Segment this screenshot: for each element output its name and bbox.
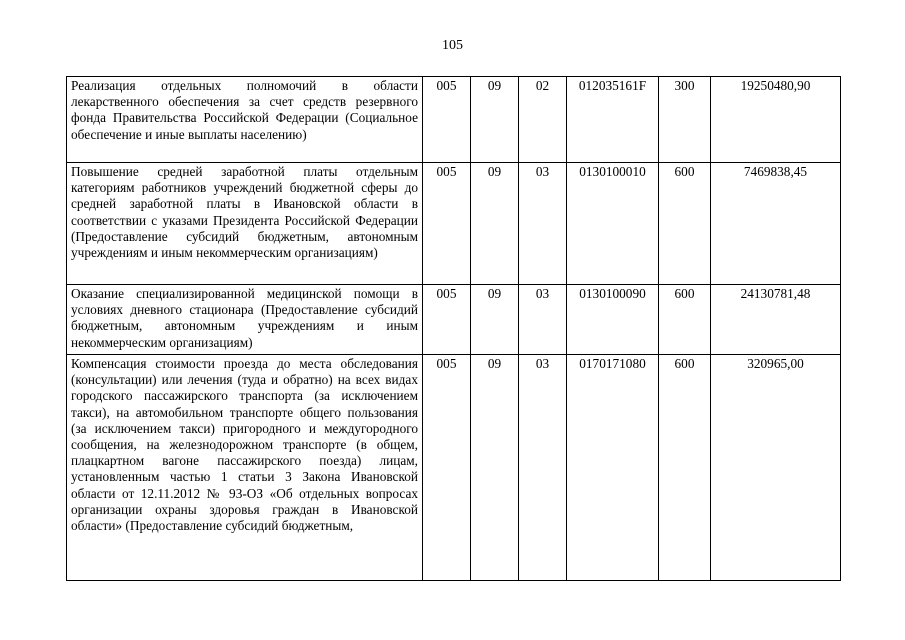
section-code: 09 — [471, 355, 519, 581]
amount: 320965,00 — [711, 355, 841, 581]
table-row — [67, 77, 841, 163]
budget-table — [66, 76, 841, 581]
subsection-code: 03 — [519, 285, 567, 355]
expense-type-code: 600 — [659, 163, 711, 285]
target-article-code: 0170171080 — [567, 355, 659, 581]
ministry-code: 005 — [423, 355, 471, 581]
amount: 19250480,90 — [711, 77, 841, 163]
row-description: Компенсация стоимости проезда до места обследования (консультации) или лечения (туда и обратно) на всех видах городского пассажирского транспорта (за исключением такси), на автомобильном транспорте общего пользования (за исключением такси) пригородного и междугородного сообщения, на железнодорожном транспорте (в общем, плацкартном вагоне пассажирского поезда) лицам, установленным частью 1 статьи 3 Закона Ивановской области от 12.11.2012 № 93-ОЗ «Об отдельных вопросах организации охраны здоровья граждан в Ивановской области» (Предоставление субсидий бюджетным, — [67, 355, 423, 581]
table-row — [67, 163, 841, 285]
row-description: Оказание специализированной медицинской помощи в условиях дневного стационара (Предоставление субсидий бюджетным, автономным учреждениям и иным некоммерческим организациям) — [67, 285, 423, 355]
subsection-code: 03 — [519, 355, 567, 581]
row-description: Реализация отдельных полномочий в области лекарственного обеспечения за счет средств резервного фонда Правительства Российской Федерации (Социальное обеспечение и иные выплаты населению) — [67, 77, 423, 163]
section-code: 09 — [471, 163, 519, 285]
expense-type-code: 300 — [659, 77, 711, 163]
amount: 24130781,48 — [711, 285, 841, 355]
target-article-code: 012035161F — [567, 77, 659, 163]
row-description: Повышение средней заработной платы отдельным категориям работников учреждений бюджетной сферы до средней заработной платы в Ивановской области в соответствии с указами Президента Российской Федерации (Предоставление субсидий бюджетным, автономным учреждениям и иным некоммерческим организациям) — [67, 163, 423, 285]
table-row — [67, 355, 841, 581]
amount: 7469838,45 — [711, 163, 841, 285]
ministry-code: 005 — [423, 285, 471, 355]
expense-type-code: 600 — [659, 355, 711, 581]
table-row — [67, 285, 841, 355]
page-number: 105 — [442, 38, 463, 53]
ministry-code: 005 — [423, 77, 471, 163]
target-article-code: 0130100010 — [567, 163, 659, 285]
section-code: 09 — [471, 77, 519, 163]
expense-type-code: 600 — [659, 285, 711, 355]
section-code: 09 — [471, 285, 519, 355]
target-article-code: 0130100090 — [567, 285, 659, 355]
subsection-code: 02 — [519, 77, 567, 163]
subsection-code: 03 — [519, 163, 567, 285]
ministry-code: 005 — [423, 163, 471, 285]
